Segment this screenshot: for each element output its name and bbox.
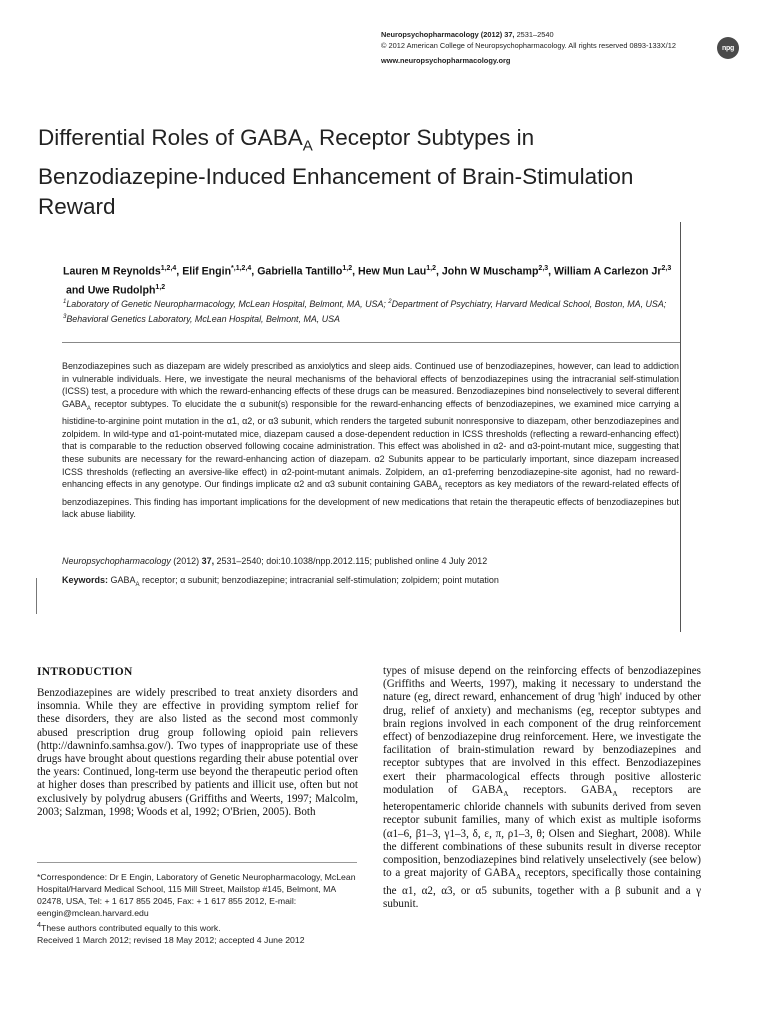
author-separator: , <box>352 265 358 278</box>
author-affiliation-mark: *,1,2,4 <box>231 265 252 272</box>
author-name: Gabriella Tantillo <box>257 265 343 278</box>
author-separator: , <box>436 265 442 278</box>
journal-website-link[interactable]: www.neuropsychopharmacology.org <box>381 56 511 65</box>
affiliation-number: 2 <box>388 299 392 305</box>
received-dates: Received 1 March 2012; revised 18 May 2012; accepted 4 June 2012 <box>37 934 305 945</box>
keywords: Keywords: $GABA_A$ receptor; α subunit; benzodiazepine; intracranial self-stimulation; zolpidem; point mutation <box>62 575 499 588</box>
affiliation-text: Department of Psychiatry, Harvard Medical School, Boston, MA, USA; <box>391 298 667 309</box>
affiliation-text: Behavioral Genetics Laboratory, McLean Hospital, Belmont, MA, USA <box>66 313 340 324</box>
equal-contribution-note: $^4$These authors contributed equally to this work. <box>37 920 221 933</box>
affiliation-number: 3 <box>63 313 67 320</box>
publisher-logo: npg <box>717 37 739 59</box>
author-name: Lauren M Reynolds <box>63 265 161 278</box>
footnotes <box>37 871 359 946</box>
author-separator: , <box>251 265 258 278</box>
affiliation-number: 1 <box>63 299 67 305</box>
body-right-column: types of misuse depend on the reinforcing effects of benzodiazepines (Griffiths and Weerts, 1997), making it necessary to understand the nature (eg, direct reward, enhancement of drug 'high' induced by other drug, relief of anxiety) and mechanisms (eg, receptor subtypes and brain regions involved in each component of the drug reinforcement effect) of benzodiazepine drug reinforcement. Here, we investigate the facilitation of brain-stimulation reward by benzodiazepines and receptor subtypes that are involved in this effect. Benzodiazepines exert their pharmacological effects through positive allosteric modulation of $GABA_A$ receptors. $GABA_A$ receptors are heteropentameric chloride channels with subunits derived from seven receptor subunit families, many of which exist as multiple isoforms (α1–6, β1–3, γ1–3, δ, ε, π, ρ1–3, θ; Olsen and Sieghart, 2008). While the different combinations of these subunits result in diverse receptor composition, benzodiazepines bind relatively unselectively (see below) to a great majority of $GABA_A$ receptors, specifically those containing the α1, α2, α3, or α5 subunits, together with a β subunit and a γ subunit. <box>383 665 701 910</box>
journal-pages: 2531–2540 <box>516 30 554 39</box>
author-separator: , <box>176 265 183 278</box>
journal-name: Neuropsychopharmacology (2012) 37, <box>381 30 515 39</box>
author-name: Uwe Rudolph <box>87 284 156 297</box>
journal-header <box>381 30 711 67</box>
author-separator: , <box>548 265 555 278</box>
affiliations <box>63 296 675 326</box>
author-name: William A Carlezon Jr <box>554 265 662 278</box>
author-list <box>63 261 673 298</box>
introduction-heading: INTRODUCTION <box>37 666 133 678</box>
correspondence-note: *Correspondence: Dr E Engin, Laboratory of Genetic Neuropharmacology, McLean Hospital/Harvard Medical School, 115 Mill Street, Mailstop #145, Belmont, MA 02478, USA, Tel: + 1 617 855 2045, Fax: + 1 617 855 2012, E-mail: eengin@mclean.harvard.edu <box>37 872 356 918</box>
body-left-column: Benzodiazepines are widely prescribed to treat anxiety disorders and insomnia. While they are effective in providing symptom relief for these disorders, they are also listed as the second most commonly abused prescription drug group following opioid pain relievers (http://dawninfo.samhsa.gov/). Two types of inappropriate use of these drugs have brought about questions regarding their abuse potential over the years: Continued, long-term use beyond the therapeutic period often at higher doses than prescribed by patients and illicit use, often but not exclusively by polydrug abusers (Griffiths and Weerts, 1997; Malcolm, 2003; Salzman, 1998; Woods et al, 1992; O'Brien, 2005). Both <box>37 687 358 818</box>
author-separator: and <box>63 284 88 297</box>
author-affiliation-mark: 2,3 <box>538 265 549 272</box>
vertical-divider <box>680 222 681 632</box>
author-name: Elif Engin <box>182 265 232 278</box>
author-affiliation-mark: 1,2 <box>426 265 436 272</box>
affiliation-text: Laboratory of Genetic Neuropharmacology, McLean Hospital, Belmont, MA, USA; <box>66 298 389 309</box>
author-affiliation-mark: 2,3 <box>661 265 672 272</box>
author-affiliation-mark: 1,2 <box>342 265 353 272</box>
section-divider <box>62 342 680 343</box>
footnote-divider <box>37 862 357 863</box>
author-affiliation-mark: 1,2,4 <box>160 265 177 272</box>
journal-citation-line <box>381 30 711 41</box>
article-title: Differential Roles of $GABA_A$ Receptor Subtypes in Benzodiazepine-Induced Enhancement of Brain-Stimulation Reward <box>38 125 634 219</box>
article-citation: Neuropsychopharmacology (2012) 37, 2531–2540; doi:10.1038/npp.2012.115; published online 4 July 2012 <box>62 556 488 566</box>
author-affiliation-mark: 1,2 <box>155 283 166 291</box>
keywords-label: Keywords: <box>62 575 109 585</box>
author-name: Hew Mun Lau <box>357 265 427 278</box>
abstract-text: Benzodiazepines such as diazepam are widely prescribed as anxiolytics and sleep aids. Continued use of benzodiazepines, however, can lead to addiction in vulnerable individuals. Here, we investigate the neural mechanisms of the behavioral effects of benzodiazepines using the intracranial self-stimulation (ICSS) test, a procedure with which the reward-enhancing effects of these drugs can be measured. Benzodiazepines bind nonselectively to several different $GABA_A$ receptor subtypes. To elucidate the α subunit(s) responsible for the reward-enhancing effects of benzodiazepines, we examined mice carrying a histidine-to-arginine point mutation in the α1, α2, or α3 subunit, which renders the targeted subunit nonresponsive to diazepam, other benzodiazepines and zolpidem. In wild-type and α1-point-mutated mice, diazepam caused a dose-dependent reduction in ICSS thresholds (reflecting a reward-enhancing effect) that is comparable to the reduction observed following cocaine administration. This effect was abolished in α2- and α3-point-mutant mice, suggesting that these subunits are necessary for the reward-enhancing action of diazepam. α2 Subunits appear to be particularly important, since diazepam increased ICSS thresholds (reflecting an aversive-like effect) in α2-point-mutant animals. Zolpidem, an α1-preferring benzodiazepine-site agonist, had no reward-enhancing effects in any genotype. Our findings implicate α2 and α3 subunit containing $GABA_A$ receptors as key mediators of the reward-related effects of benzodiazepines. This finding has important implications for the development of new medications that retain the therapeutic effects of benzodiazepines but lack abuse liability. <box>62 361 679 520</box>
author-name: John W Muschamp <box>441 265 539 278</box>
copyright-line: © 2012 American College of Neuropsychopharmacology. All rights reserved 0893-133X/12 <box>381 40 676 50</box>
margin-rule <box>36 578 37 614</box>
